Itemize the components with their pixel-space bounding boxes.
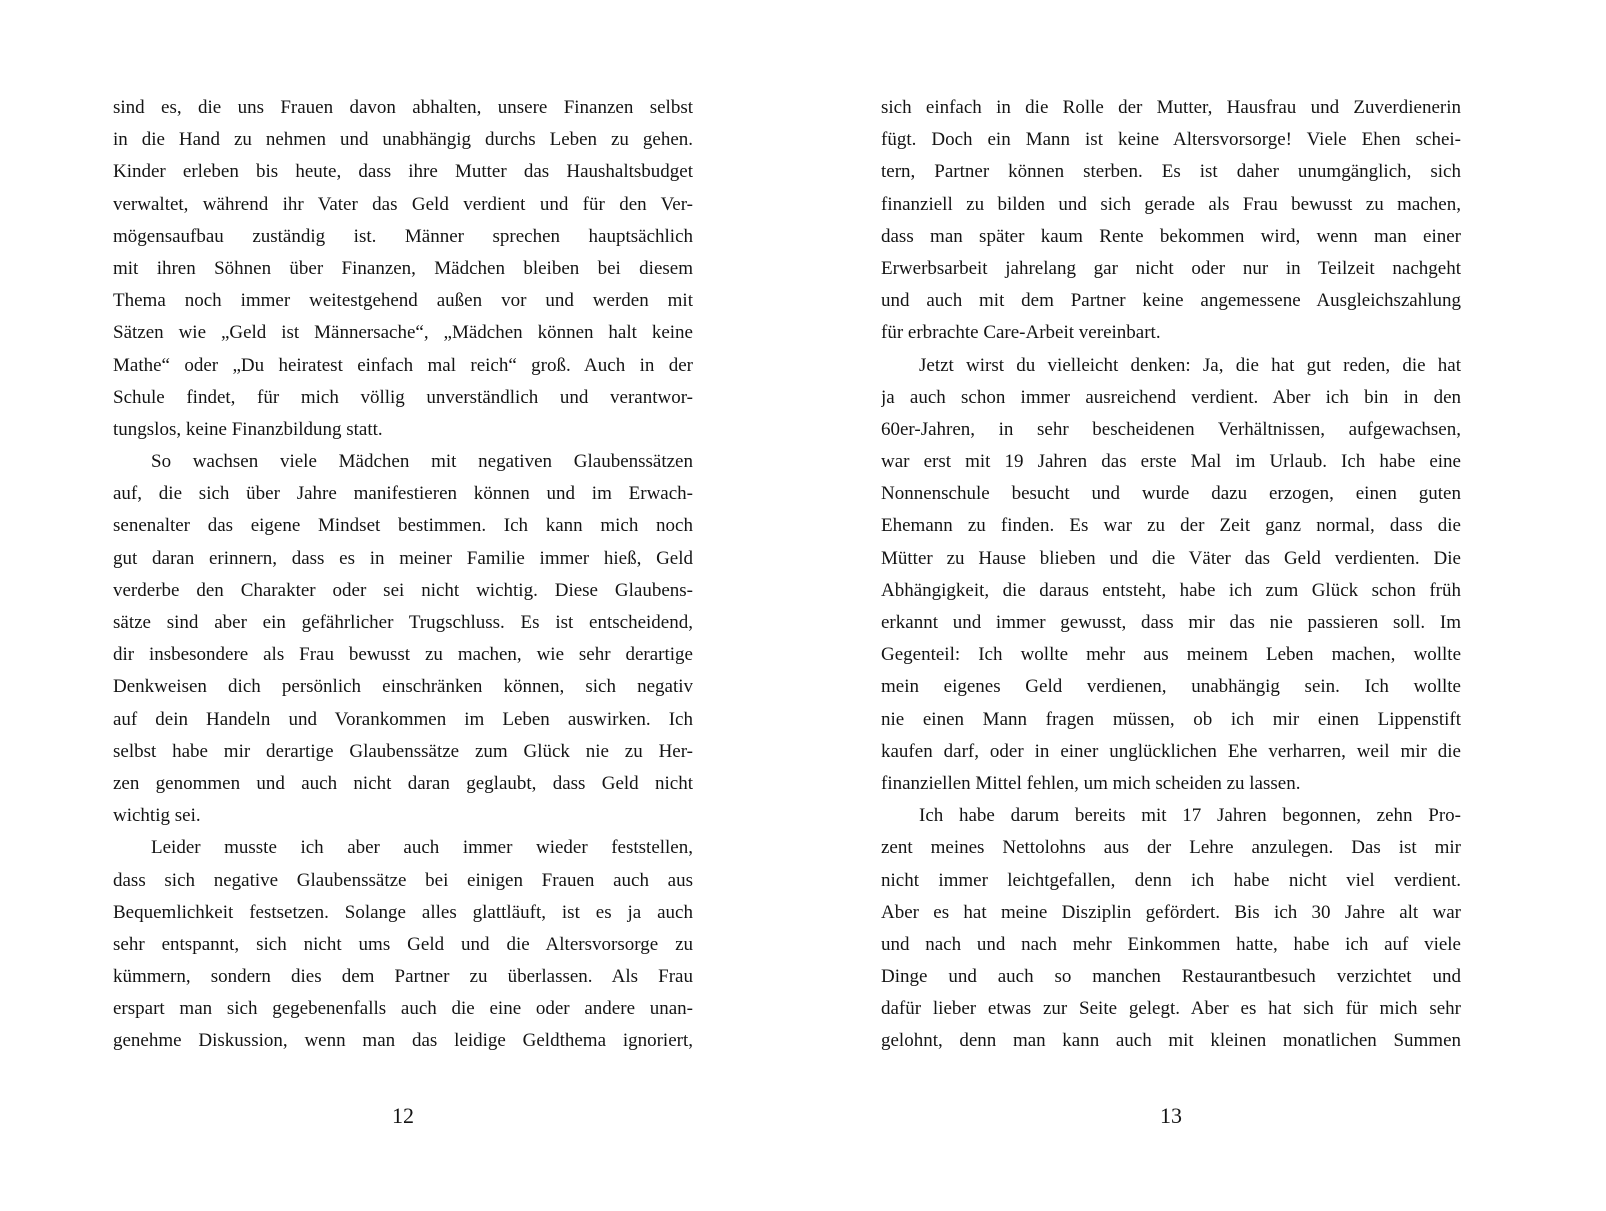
text-line: Ich habe darum bereits mit 17 Jahren begonnen, zehn Pro- bbox=[919, 805, 1461, 827]
text-line: Schule findet, für mich völlig unverständlich und verantwor- bbox=[113, 386, 693, 408]
text-line: sehr entspannt, sich nicht ums Geld und die Altersvorsorge zu bbox=[113, 933, 693, 955]
text-line: Thema noch immer weitestgehend außen vor und werden mit bbox=[113, 290, 693, 312]
text-line: tern, Partner können sterben. Es ist daher unumgänglich, sich bbox=[881, 161, 1461, 183]
text-line: nie einen Mann fragen müssen, ob ich mir einen Lippenstift bbox=[881, 708, 1461, 730]
text-line: sind es, die uns Frauen davon abhalten, unsere Finanzen selbst bbox=[113, 97, 693, 118]
text-line: Dinge und auch so manchen Restaurantbesuch verzichtet und bbox=[881, 966, 1461, 988]
text-line: mein eigenes Geld verdienen, unabhängig sein. Ich wollte bbox=[881, 676, 1461, 698]
text-line: dir insbesondere als Frau bewusst zu machen, wie sehr derartige bbox=[113, 644, 693, 666]
text-line: Nonnenschule besucht und wurde dazu erzogen, einen guten bbox=[881, 483, 1461, 505]
text-line: dafür lieber etwas zur Seite gelegt. Aber es hat sich für mich sehr bbox=[881, 998, 1461, 1020]
text-line: Ehemann zu finden. Es war zu der Zeit ganz normal, dass die bbox=[881, 515, 1461, 537]
text-line: Erwerbsarbeit jahrelang gar nicht oder nur in Teilzeit nachgeht bbox=[881, 257, 1461, 279]
text-line: senenalter das eigene Mindset bestimmen. Ich kann mich noch bbox=[113, 515, 693, 537]
text-line: Jetzt wirst du vielleicht denken: Ja, die hat gut reden, die hat bbox=[919, 354, 1461, 376]
page-left-text-block bbox=[113, 92, 693, 1058]
text-line: finanziellen Mittel fehlen, um mich scheiden zu lassen. bbox=[881, 772, 1301, 794]
text-line: mögensaufbau zuständig ist. Männer sprechen hauptsächlich bbox=[113, 225, 693, 247]
text-line: verderbe den Charakter oder sei nicht wichtig. Diese Glaubens- bbox=[113, 579, 693, 601]
text-line: und nach und nach mehr Einkommen hatte, habe ich auf viele bbox=[881, 933, 1461, 955]
text-line: nicht immer leichtgefallen, denn ich habe nicht viel verdient. bbox=[881, 869, 1461, 891]
text-line: für erbrachte Care-Arbeit vereinbart. bbox=[881, 322, 1161, 344]
text-line: Bequemlichkeit festsetzen. Solange alles glattläuft, ist es ja auch bbox=[113, 901, 693, 923]
text-line: tungslos, keine Finanzbildung statt. bbox=[113, 418, 383, 440]
text-line: und auch mit dem Partner keine angemessene Ausgleichszahlung bbox=[881, 290, 1461, 312]
text-line: 60er-Jahren, in sehr bescheidenen Verhältnissen, aufgewachsen, bbox=[881, 418, 1461, 440]
text-line: war erst mit 19 Jahren das erste Mal im Urlaub. Ich habe eine bbox=[881, 451, 1461, 473]
text-line: Denkweisen dich persönlich einschränken können, sich negativ bbox=[113, 676, 693, 698]
page-number-right: 13 bbox=[1160, 1103, 1182, 1128]
text-line: sich einfach in die Rolle der Mutter, Hausfrau und Zuverdienerin bbox=[881, 97, 1461, 118]
text-line: Leider musste ich aber auch immer wieder feststellen, bbox=[151, 837, 693, 859]
text-line: finanziell zu bilden und sich gerade als Frau bewusst zu machen, bbox=[881, 193, 1461, 215]
text-line: Mathe“ oder „Du heiratest einfach mal reich“ groß. Auch in der bbox=[113, 354, 693, 376]
text-line: Abhängigkeit, die daraus entsteht, habe ich zum Glück schon früh bbox=[881, 579, 1461, 601]
text-line: erspart man sich gegebenenfalls auch die eine oder andere unan- bbox=[113, 998, 693, 1020]
text-line: auf, die sich über Jahre manifestieren können und im Erwach- bbox=[113, 483, 693, 505]
text-line: Aber es hat meine Disziplin gefördert. Bis ich 30 Jahre alt war bbox=[881, 901, 1461, 923]
text-line: genehme Diskussion, wenn man das leidige Geldthema ignoriert, bbox=[113, 1030, 693, 1052]
text-line: Mütter zu Hause blieben und die Väter das Geld verdienten. Die bbox=[881, 547, 1461, 569]
text-line: zen genommen und auch nicht daran geglaubt, dass Geld nicht bbox=[113, 772, 693, 794]
text-line: dass man später kaum Rente bekommen wird, wenn man einer bbox=[881, 225, 1461, 247]
page-right-text-block bbox=[881, 92, 1461, 1058]
text-line: auf dein Handeln und Vorankommen im Leben auswirken. Ich bbox=[113, 708, 693, 730]
text-line: dass sich negative Glaubenssätze bei einigen Frauen auch aus bbox=[113, 869, 693, 891]
text-line: zent meines Nettolohns aus der Lehre anzulegen. Das ist mir bbox=[881, 837, 1461, 859]
text-line: kaufen darf, oder in einer unglücklichen Ehe verharren, weil mir die bbox=[881, 740, 1461, 762]
text-line: kümmern, sondern dies dem Partner zu überlassen. Als Frau bbox=[113, 966, 693, 988]
text-line: Kinder erleben bis heute, dass ihre Mutter das Haushaltsbudget bbox=[113, 161, 693, 183]
text-line: gut daran erinnern, dass es in meiner Familie immer hieß, Geld bbox=[113, 547, 693, 569]
text-line: So wachsen viele Mädchen mit negativen Glaubenssätzen bbox=[151, 451, 693, 473]
page-number-left: 12 bbox=[392, 1103, 414, 1128]
text-line: mit ihren Söhnen über Finanzen, Mädchen bleiben bei diesem bbox=[113, 257, 693, 279]
text-line: erkannt und immer gewusst, dass mir das nie passieren soll. Im bbox=[881, 612, 1461, 633]
text-line: Sätzen wie „Geld ist Männersache“, „Mädchen können halt keine bbox=[113, 322, 693, 344]
text-line: in die Hand zu nehmen und unabhängig durchs Leben zu gehen. bbox=[113, 129, 693, 151]
text-line: gelohnt, denn man kann auch mit kleinen monatlichen Summen bbox=[881, 1030, 1461, 1052]
text-line: wichtig sei. bbox=[113, 805, 201, 827]
text-line: ja auch schon immer ausreichend verdient. Aber ich bin in den bbox=[881, 386, 1461, 408]
text-line: sätze sind aber ein gefährlicher Trugschluss. Es ist entscheidend, bbox=[113, 612, 693, 633]
text-line: Gegenteil: Ich wollte mehr aus meinem Leben machen, wollte bbox=[881, 644, 1461, 666]
text-line: verwaltet, während ihr Vater das Geld verdient und für den Ver- bbox=[113, 193, 693, 215]
text-line: fügt. Doch ein Mann ist keine Altersvorsorge! Viele Ehen schei- bbox=[881, 129, 1461, 151]
text-line: selbst habe mir derartige Glaubenssätze zum Glück nie zu Her- bbox=[113, 740, 693, 762]
